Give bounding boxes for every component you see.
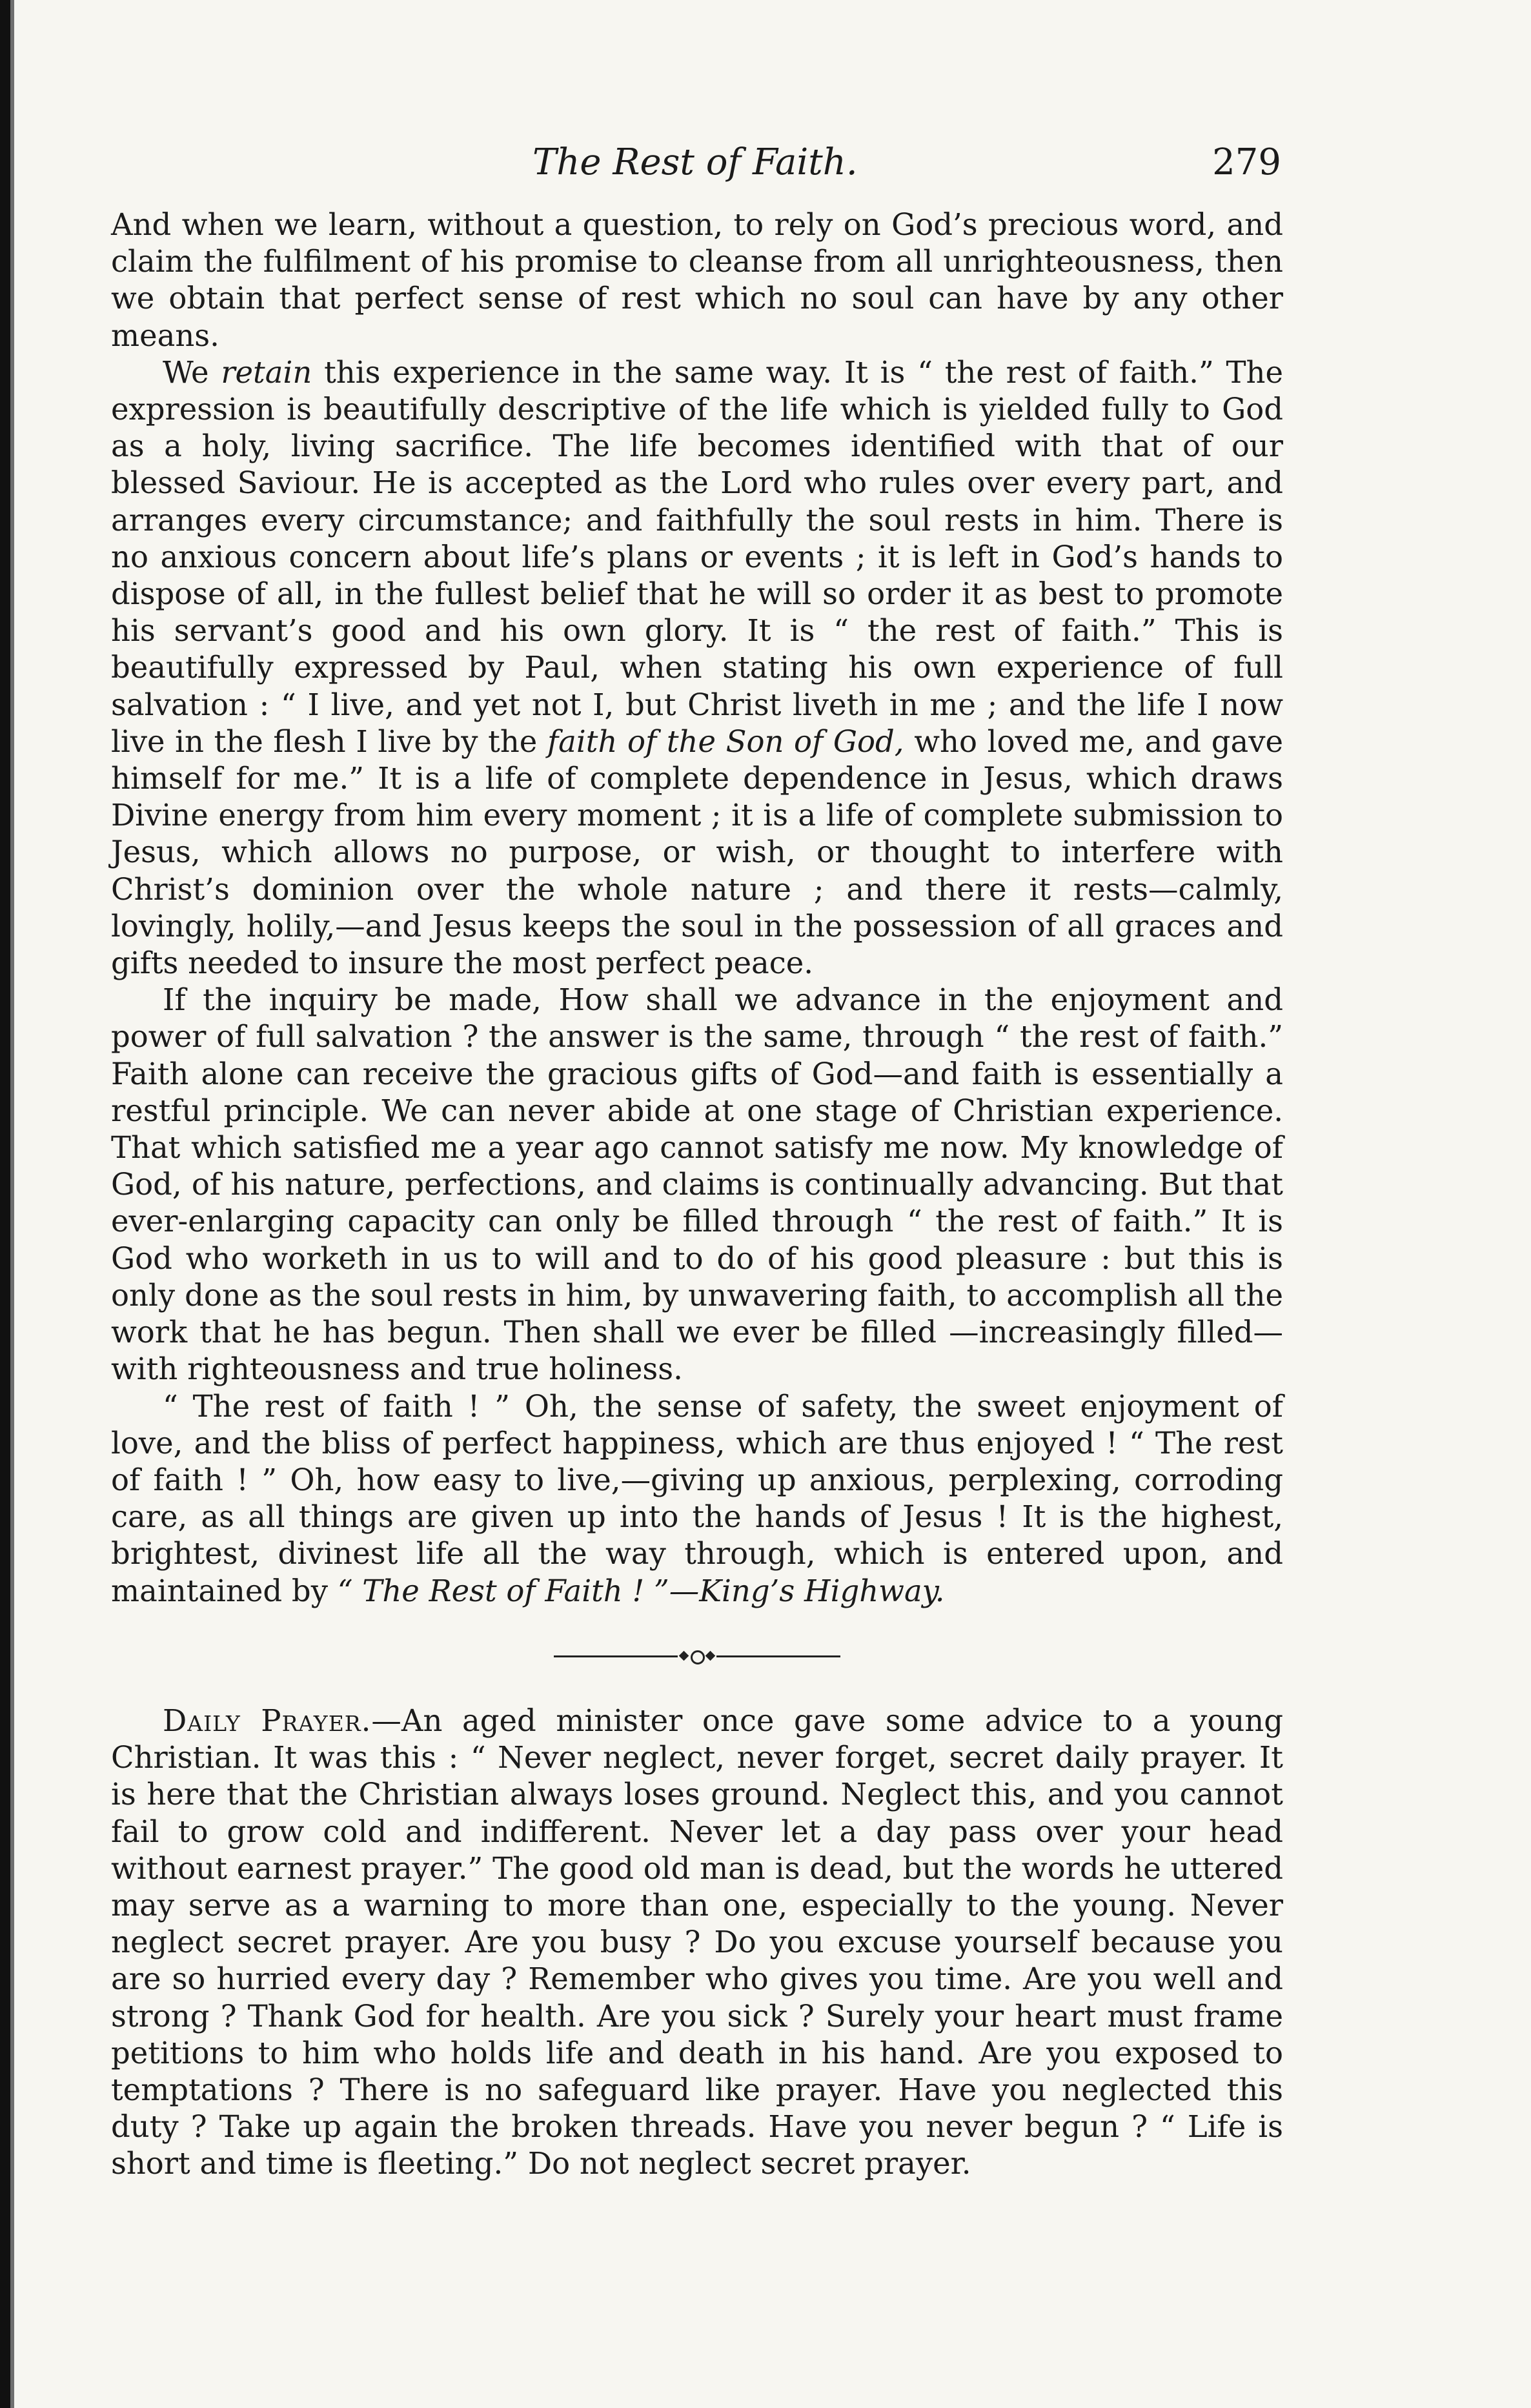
paragraph-4-attribution: “ The Rest of Faith ! ”—King’s Highway. xyxy=(337,1573,945,1608)
divider-rule-left xyxy=(554,1655,678,1657)
paragraph-4-text: “ The rest of faith ! ” Oh, the sense of safety, the sweet enjoyment of love, and the bliss of perfect happiness, which are thus enjoyed ! “ The rest of faith ! ” Oh, how easy to live,—giving up anxious, perplexing, corroding care, as all things are given up into the hands of Jesus ! It is the highest, brightest, divinest life all the way through, which is entered upon, and maintained by xyxy=(111,1388,1283,1608)
section-divider-ornament xyxy=(554,1650,840,1663)
divider-circle xyxy=(691,1650,705,1664)
divider-diamond-left xyxy=(679,1651,689,1661)
paragraph-2-start: We xyxy=(163,354,221,390)
daily-prayer-section xyxy=(111,1703,1283,2183)
paragraph-4 xyxy=(111,1388,1283,1610)
running-title: The Rest of Faith. xyxy=(532,141,858,183)
paragraph-2 xyxy=(111,354,1283,982)
article-body xyxy=(111,207,1283,1610)
paragraph-3: If the inquiry be made, How shall we advance in the enjoyment and power of full salvation ? the answer is the same, through “ the rest of faith.” Faith alone can receive the gracious gifts of God—and faith is essentially a restful principle. We can never abide at one stage of Christian experience. That which satisfied me a year ago cannot satisfy me now. My knowledge of God, of his nature, perfections, and claims is continually advancing. But that ever-enlarging capacity can only be filled through “ the rest of faith.” It is God who worketh in us to will and to do of his good pleasure : but this is only done as the soul rests in him, by unwavering faith, to accomplish all the work that he has begun. Then shall we ever be filled —increasingly filled—with righteousness and true holiness. xyxy=(111,982,1283,1387)
daily-prayer-paragraph xyxy=(111,1703,1283,2183)
page-number: 279 xyxy=(1212,141,1281,183)
binding-edge xyxy=(0,0,26,2408)
paragraph-1: And when we learn, without a question, to rely on God’s precious word, and claim the fulfilment of his promise to cleanse from all unrighteousness, then we obtain that perfect sense of rest which no soul can have by any other means. xyxy=(111,207,1283,353)
paragraph-2-end: who loved me, and gave himself for me.” It is a life of complete dependence in Jesus, which draws Divine energy from him every moment ; it is a life of complete submission to Jesus, which allows no purpose, or wish, or thought to interfere with Christ’s dominion over the whole nature ; and there it rests—calmly, lovingly, holily,—and Jesus keeps the soul in the possession of all graces and gifts needed to insure the most perfect peace. xyxy=(111,723,1283,981)
divider-rule-right xyxy=(716,1655,840,1657)
paragraph-2-emphasis-2: faith of the Son of God, xyxy=(547,723,904,759)
daily-prayer-text: —An aged minister once gave some advice to a young Christian. It was this : “ Never neglect, never forget, secret daily prayer. It is here that the Christian always loses ground. Neglect this, and you cannot fail to grow cold and indifferent. Never let a day pass over your head without earnest prayer.” The good old man is dead, but the words he uttered may serve as a warning to more than one, especially to the young. Never neglect secret prayer. Are you busy ? Do you excuse yourself because you are so hurried every day ? Remember who gives you time. Are you well and strong ? Thank God for health. Are you sick ? Surely your heart must frame petitions to him who holds life and death in his hand. Are you exposed to temptations ? There is no safeguard like prayer. Have you neglected this duty ? Take up again the broken threads. Have you never begun ? “ Life is short and time is fleeting.” Do not neglect secret prayer. xyxy=(111,1703,1283,2181)
running-head xyxy=(113,137,1281,188)
paragraph-2-middle: this experience in the same way. It is “ the rest of faith.” The expression is beautifully descriptive of the life which is yielded fully to God as a holy, living sacrifice. The life becomes identified with that of our blessed Saviour. He is accepted as the Lord who rules over every part, and arranges every circumstance; and faithfully the soul rests in him. There is no anxious concern about life’s plans or events ; it is left in God’s hands to dispose of all, in the fullest belief that he will so order it as best to promote his servant’s good and his own glory. It is “ the rest of faith.” This is beautifully expressed by Paul, when stating his own experience of full salvation : “ I live, and yet not I, but Christ liveth in me ; and the life I now live in the flesh I live by the xyxy=(111,354,1283,759)
paragraph-2-emphasis: retain xyxy=(221,354,312,390)
daily-prayer-heading: Daily Prayer. xyxy=(163,1703,372,1738)
divider-diamond-right xyxy=(705,1651,716,1661)
